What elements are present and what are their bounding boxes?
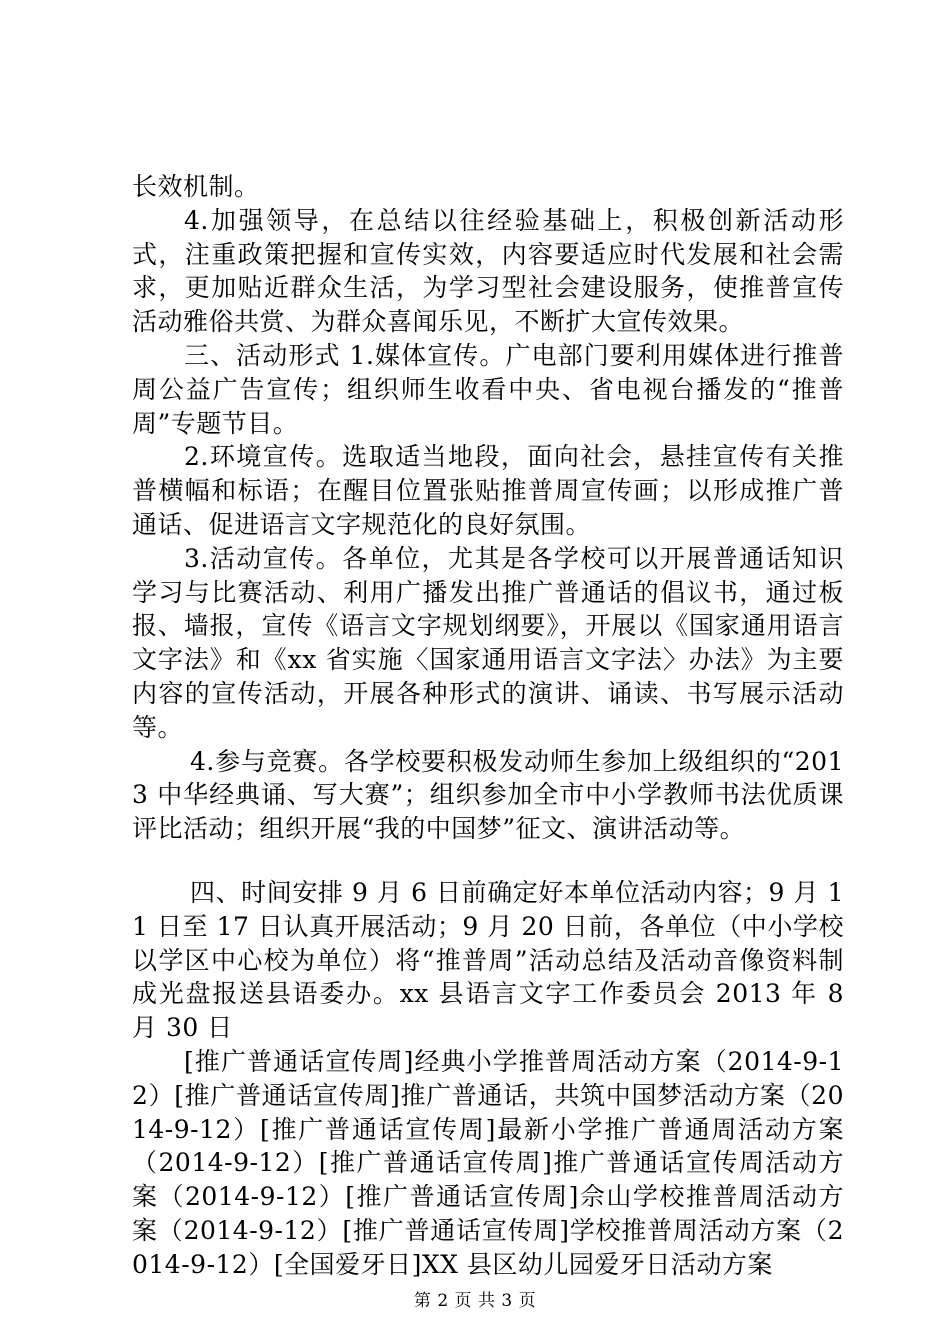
- document-body: [132, 170, 844, 1282]
- page-footer: [0, 1290, 950, 1312]
- paragraph-related-links: [推广普通话宣传周]经典小学推普周活动方案（2014-9-12）[推广普通话宣传周]推广普通话，共筑中国梦活动方案（2014-9-12）[推广普通话宣传周]最新小学推广普通周活动方案（2014-9-12）[推广普通话宣传周]推广普通话宣传周活动方案（2014-9-12）[推广普通话宣传周]佘山学校推普周活动方案（2014-9-12）[推广普通话宣传周]学校推普周活动方案（2014-9-12）[全国爱牙日]XX 县区幼儿园爱牙日活动方案: [132, 1046, 844, 1279]
- paragraph-activity-forms: 三、活动形式 1.媒体宣传。广电部门要利用媒体进行推普周公益广告宣传；组织师生收看中央、省电视台播发的“推普周”专题节目。: [132, 340, 844, 438]
- paragraph-environment-promotion: 2.环境宣传。选取适当地段，面向社会，悬挂宣传有关推普横幅和标语；在醒目位置张贴推普周宣传画；以形成推广普通话、促进语言文字规范化的良好氛围。: [132, 442, 844, 539]
- page-number-indicator: 第 2 页 共 3 页: [413, 1291, 537, 1311]
- paragraph-competition: 4.参与竞赛。各学校要积极发动师生参加上级组织的“2013 中华经典诵、写大赛”；组织参加全市中小学教师书法优质课评比活动；组织开展“我的中国梦”征文、演讲活动等。: [132, 746, 844, 844]
- paragraph-schedule: 四、时间安排 9 月 6 日前确定好本单位活动内容；9 月 11 日至 17 日认真开展活动；9 月 20 日前，各单位（中小学校以学区中心校为单位）将“推普周”活动总结及活动音像资料制成光盘报送县语委办。xx 县语言文字工作委员会 2013 年 8 月 30 日: [132, 877, 844, 1043]
- paragraph-activity-promotion: 3.活动宣传。各单位，尤其是各学校可以开展普通话知识学习与比赛活动、利用广播发出推广普通话的倡议书，通过板报、墙报，宣传《语言文字规划纲要》，开展以《国家通用语言文字法》和《xx 省实施〈国家通用语言文字法〉办法》为主要内容的宣传活动，开展各种形式的演讲、诵读、书写展示活动等。: [132, 543, 844, 742]
- paragraph-leadership: 4.加强领导，在总结以往经验基础上，积极创新活动形式，注重政策把握和宣传实效，内容要适应时代发展和社会需求，更加贴近群众生活，为学习型社会建设服务，使推普宣传活动雅俗共赏、为群众喜闻乐见，不断扩大宣传效果。: [132, 205, 844, 337]
- paragraph-mechanism-end: 长效机制。: [132, 172, 260, 201]
